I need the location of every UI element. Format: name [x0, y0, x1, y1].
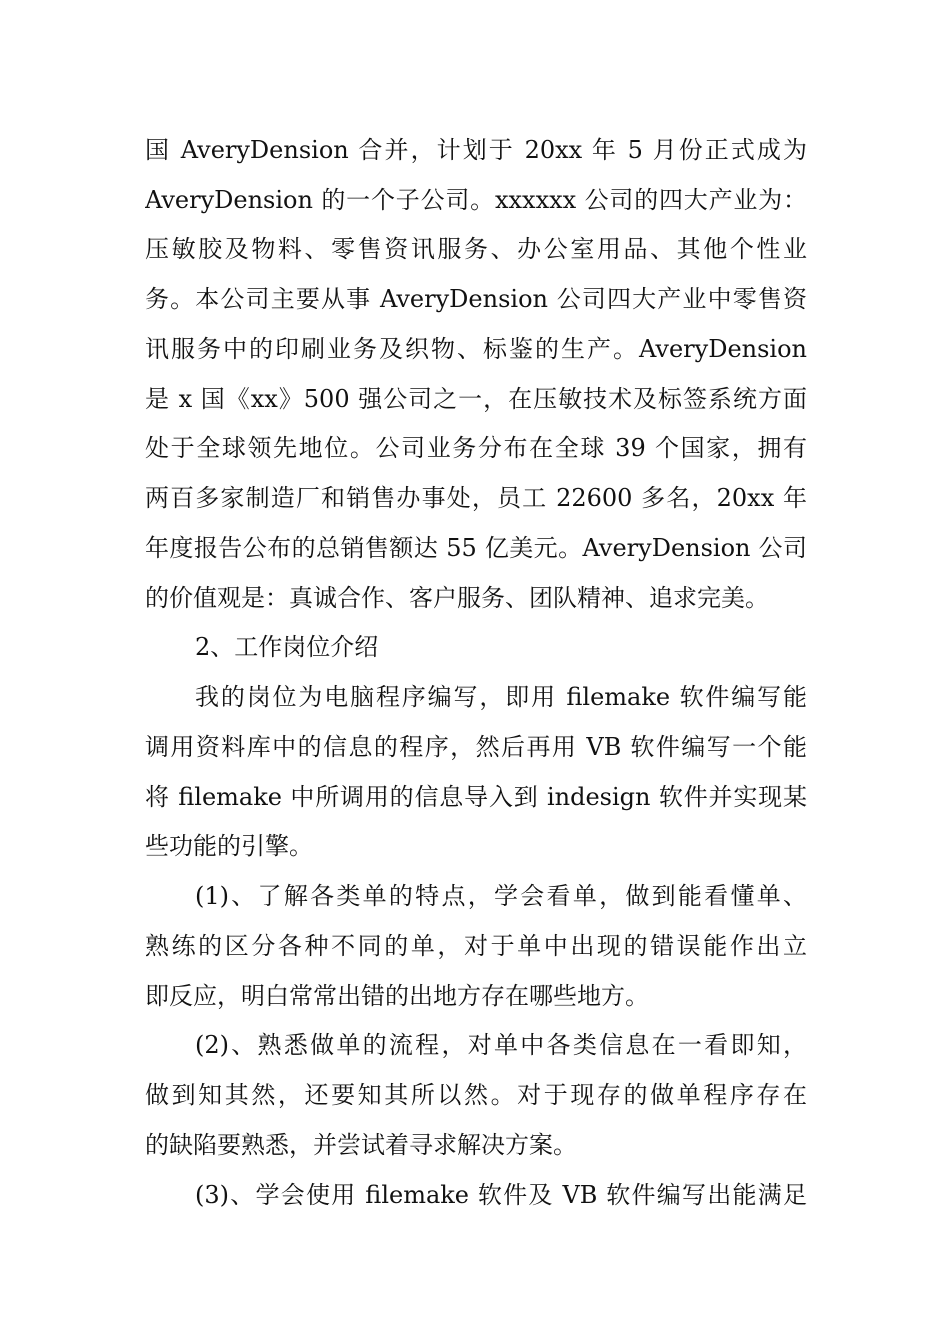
text-line: AveryDension 的一个子公司。xxxxxx 公司的四大产业为：	[145, 186, 807, 214]
section-heading: 2、工作岗位介绍	[195, 633, 379, 661]
text-line: (3)、学会使用 filemake 软件及 VB 软件编写出能满足	[195, 1181, 807, 1209]
text-line: 国 AveryDension 合并，计划于 20xx 年 5 月份正式成为	[145, 136, 807, 164]
text-line: 处于全球领先地位。公司业务分布在全球 39 个国家，拥有	[145, 434, 807, 462]
text-line: 调用资料库中的信息的程序，然后再用 VB 软件编写一个能	[145, 733, 807, 761]
text-line: 我的岗位为电脑程序编写，即用 filemake 软件编写能	[195, 683, 807, 711]
text-line: 两百多家制造厂和销售办事处，员工 22600 多名，20xx 年	[145, 484, 807, 512]
text-line: 熟练的区分各种不同的单，对于单中出现的错误能作出立	[145, 932, 807, 960]
text-line: 年度报告公布的总销售额达 55 亿美元。AveryDension 公司	[145, 534, 807, 562]
text-line: 的价值观是：真诚合作、客户服务、团队精神、追求完美。	[145, 584, 769, 612]
text-line: (1)、了解各类单的特点，学会看单，做到能看懂单、	[195, 882, 807, 910]
text-line: 即反应，明白常常出错的出地方存在哪些地方。	[145, 982, 649, 1010]
text-line: 的缺陷要熟悉，并尝试着寻求解决方案。	[145, 1131, 577, 1159]
text-line: 些功能的引擎。	[145, 832, 313, 860]
text-line: 将 filemake 中所调用的信息导入到 indesign 软件并实现某	[145, 783, 807, 811]
text-line: (2)、熟悉做单的流程，对单中各类信息在一看即知，	[195, 1031, 807, 1059]
text-line: 务。本公司主要从事 AveryDension 公司四大产业中零售资	[145, 285, 807, 313]
text-line: 是 x 国《xx》500 强公司之一，在压敏技术及标签系统方面	[145, 385, 807, 413]
text-line: 讯服务中的印刷业务及织物、标鉴的生产。AveryDension	[145, 335, 807, 363]
text-line: 做到知其然，还要知其所以然。对于现存的做单程序存在	[145, 1081, 807, 1109]
text-line: 压敏胶及物料、零售资讯服务、办公室用品、其他个性业	[145, 235, 807, 263]
